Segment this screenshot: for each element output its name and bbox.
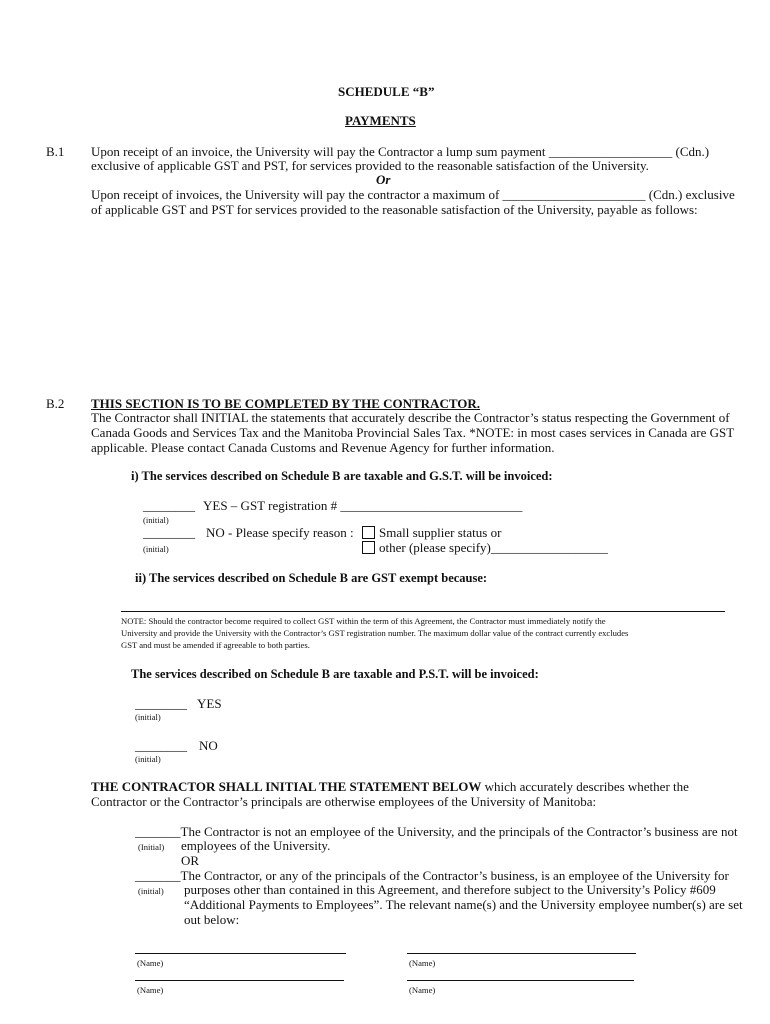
name-line-1[interactable]	[135, 953, 346, 954]
pst-heading: The services described on Schedule B are taxable and P.S.T. will be invoiced:	[131, 667, 539, 681]
note-line-2: University and provide the University with the Contractor’s GST registration number. The maximum dollar value of the contract currently excludes	[121, 628, 629, 638]
gst-exempt-heading: ii) The services described on Schedule B are GST exempt because:	[135, 571, 488, 585]
option-not-employee-line-1: _______The Contractor is not an employee of the University, and the principals of the Contractor’s business are not	[135, 824, 738, 839]
gst-exempt-reason-line[interactable]	[121, 611, 725, 612]
b2-heading: THIS SECTION IS TO BE COMPLETED BY THE CONTRACTOR.	[91, 396, 481, 411]
name-caption-1: (Name)	[137, 958, 164, 968]
other-specify-checkbox[interactable]	[362, 541, 375, 554]
option-employee-line-4: out below:	[184, 912, 240, 927]
contractor-heading-line-2: Contractor or the Contractor’s principals are otherwise employees of the University of Manitoba:	[91, 794, 597, 809]
option-employee-line-3: “Additional Payments to Employees”. The relevant name(s) and the University employee number(s) are set	[184, 897, 743, 912]
b1-line-4: of applicable GST and PST for services provided to the reasonable satisfaction of the University, payable as follows:	[91, 202, 698, 217]
pst-no-initial-blank[interactable]: ________	[135, 738, 187, 753]
name-line-2[interactable]	[407, 953, 636, 954]
gst-no-label: NO - Please specify reason :	[206, 525, 354, 540]
gst-yes-initial-blank[interactable]: ________	[143, 498, 195, 513]
option-employee-initial-caption: (initial)	[138, 886, 164, 896]
option-not-employee-initial-caption: (Initial)	[138, 842, 165, 852]
pst-yes-label: YES	[197, 696, 222, 711]
b2-line-2: Canada Goods and Services Tax and the Manitoba Provincial Sales Tax. *NOTE: in most cases services in Canada are GST	[91, 425, 735, 440]
name-line-3[interactable]	[135, 980, 344, 981]
other-specify-label: other (please specify)__________________	[379, 540, 608, 555]
section-b2-label: B.2	[46, 396, 65, 411]
note-line-1: NOTE: Should the contractor become required to collect GST within the term of this Agreement, the Contractor must immediately notify the	[121, 616, 606, 626]
gst-no-initial-blank[interactable]: ________	[143, 525, 195, 540]
name-line-4[interactable]	[407, 980, 634, 981]
gst-no-initial-caption: (initial)	[143, 544, 169, 554]
section-b1-label: B.1	[46, 144, 65, 159]
gst-yes-initial-caption: (initial)	[143, 515, 169, 525]
b1-line-1: Upon receipt of an invoice, the University will pay the Contractor a lump sum payment ___________________ (Cdn.)	[91, 144, 710, 159]
option-or: OR	[181, 853, 200, 868]
pst-no-label: NO	[199, 738, 218, 753]
option-employee-line-2: purposes other than contained in this Agreement, and therefore subject to the University’s Policy #609	[184, 882, 716, 897]
b2-line-1: The Contractor shall INITIAL the statements that accurately describe the Contractor’s status respecting the Government of	[91, 410, 730, 425]
name-caption-2: (Name)	[409, 958, 436, 968]
b1-line-2: exclusive of applicable GST and PST, for services provided to the reasonable satisfaction of the University.	[91, 158, 649, 173]
b1-line-3: Upon receipt of invoices, the University will pay the contractor a maximum of ______________________ (Cdn.) exclusive	[91, 187, 735, 202]
contractor-heading: THE CONTRACTOR SHALL INITIAL THE STATEMENT BELOW which accurately describes whether the	[91, 779, 689, 794]
pst-yes-initial-blank[interactable]: ________	[135, 696, 187, 711]
gst-yes-label: YES – GST registration # ____________________________	[203, 498, 523, 513]
option-employee-line-1: _______The Contractor, or any of the principals of the Contractor’s business, is an employee of the University for	[135, 868, 729, 883]
small-supplier-checkbox[interactable]	[362, 526, 375, 539]
name-caption-4: (Name)	[409, 985, 436, 995]
option-not-employee-line-2: employees of the University.	[181, 838, 331, 853]
b1-or: Or	[376, 172, 391, 187]
note-line-3: GST and must be amended if agreeable to both parties.	[121, 640, 310, 650]
small-supplier-label: Small supplier status or	[379, 525, 502, 540]
pst-yes-initial-caption: (initial)	[135, 712, 161, 722]
name-caption-3: (Name)	[137, 985, 164, 995]
pst-no-initial-caption: (initial)	[135, 754, 161, 764]
schedule-subtitle: PAYMENTS	[345, 113, 416, 128]
gst-taxable-heading: i) The services described on Schedule B are taxable and G.S.T. will be invoiced:	[131, 469, 553, 483]
b2-line-3: applicable. Please contact Canada Customs and Revenue Agency for further information.	[91, 440, 555, 455]
schedule-title: SCHEDULE “B”	[338, 84, 435, 99]
